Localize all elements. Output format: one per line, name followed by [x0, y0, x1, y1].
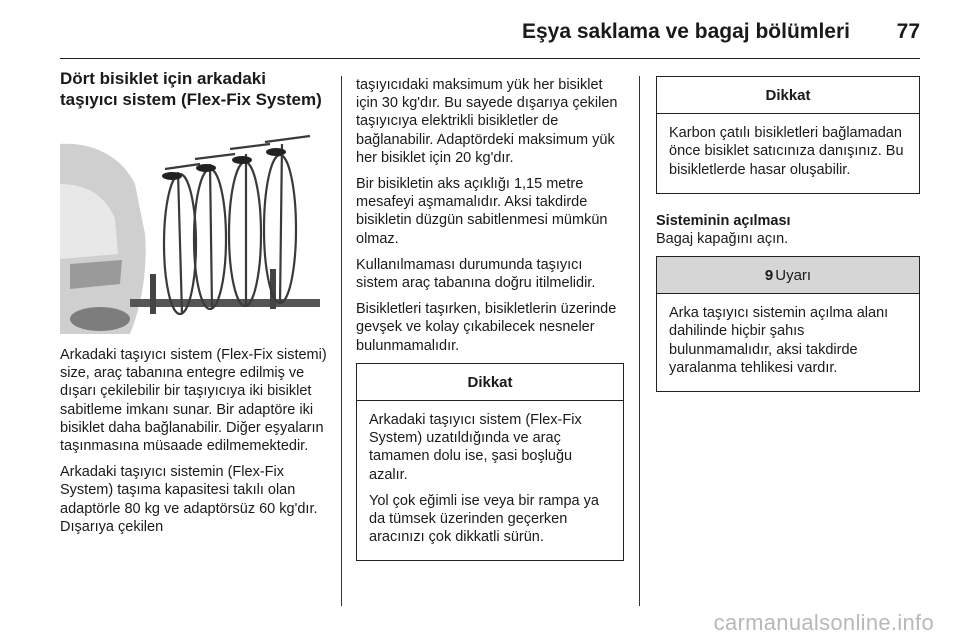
warning-header [657, 257, 919, 294]
caution-text: Arkadaki taşıyıcı sistem (Flex-Fix System) uzatıldığında ve araç tamamen dolu ise, şasi boşluğu azalır. [369, 412, 582, 483]
column-divider [341, 76, 342, 606]
section-heading: Dört bisiklet için arkadaki taşıyıcı sistem (Flex-Fix System) [60, 69, 322, 109]
page-header [60, 14, 920, 58]
paragraph: Kullanılmaması durumunda taşıyıcı sistem araç tabanına doğru itilmelidir. [356, 256, 596, 292]
paragraph: Arkadaki taşıyıcı sistem (Flex-Fix sistemi) size, araç tabanına entegre edilmiş ve dışarı çekilebilir bir taşıyıcıya iki bisiklet sabitleme imkanı sunar. Bir adaptöre iki bisiklet daha bağlanabilir. Diğer eşyaların taşınmasına müsaade edilmemektedir. [60, 347, 327, 455]
header-rule [60, 58, 920, 59]
paragraph: taşıyıcıdaki maksimum yük her bisiklet için 30 kg'dır. Bu sayede dışarıya çekilen taşıyıcıya elektrikli bisikletler de bağlanabilir. Adaptördeki maksimum yük her bisiklet için 20 kg'dır. [356, 77, 618, 166]
column-3 [656, 76, 920, 402]
caution-box [356, 363, 624, 562]
caution-box [656, 76, 920, 194]
paragraph: Bagaj kapağını açın. [656, 230, 789, 247]
bike-carrier-illustration [60, 124, 326, 334]
warning-icon: 9 [764, 267, 774, 285]
bike-carrier-image [60, 124, 326, 334]
caution-text: Karbon çatılı bisikletleri bağlamadan önce bisiklet satıcınıza danışınız. Bu bisikletlerde hasar oluşabilir. [669, 125, 904, 178]
warning-box [656, 256, 920, 392]
paragraph: Arkadaki taşıyıcı sistemin (Flex-Fix System) taşıma kapasitesi takılı olan adaptörle 80 kg ve adaptörsüz 60 kg'dır. Dışarıya çekilen [60, 464, 318, 535]
warning-text: Arka taşıyıcı sistemin açılma alanı dahilinde hiçbir şahıs bulunmamalıdır, aksi takdirde yaralanma tehlikesi vardır. [669, 305, 889, 376]
warning-title: Uyarı [775, 267, 812, 285]
subsection-heading: Sisteminin açılması [656, 212, 791, 229]
caution-title: Dikkat [357, 364, 623, 401]
paragraph: Bisikletleri taşırken, bisikletlerin üzerinde gevşek ve kolay çıkabilecek nesneler bulunmamalıdır. [356, 301, 617, 354]
page-number: 77 [896, 20, 920, 43]
paragraph: Bir bisikletin aks açıklığı 1,15 metre mesafeyi aşmamalıdır. Aksi takdirde bisikletin düzgün sabitlenmesi mümkün olmaz. [356, 176, 608, 247]
caution-text: Yol çok eğimli ise veya bir rampa ya da tümsek üzerinden geçerken aracınızı çok dikkatli sürün. [369, 492, 599, 546]
column-1 [60, 68, 328, 544]
caution-title: Dikkat [657, 77, 919, 114]
column-divider [639, 76, 640, 606]
column-2 [356, 76, 624, 571]
watermark: carmanualsonline.info [713, 610, 934, 635]
chapter-title: Eşya saklama ve bagaj bölümleri [521, 20, 850, 43]
